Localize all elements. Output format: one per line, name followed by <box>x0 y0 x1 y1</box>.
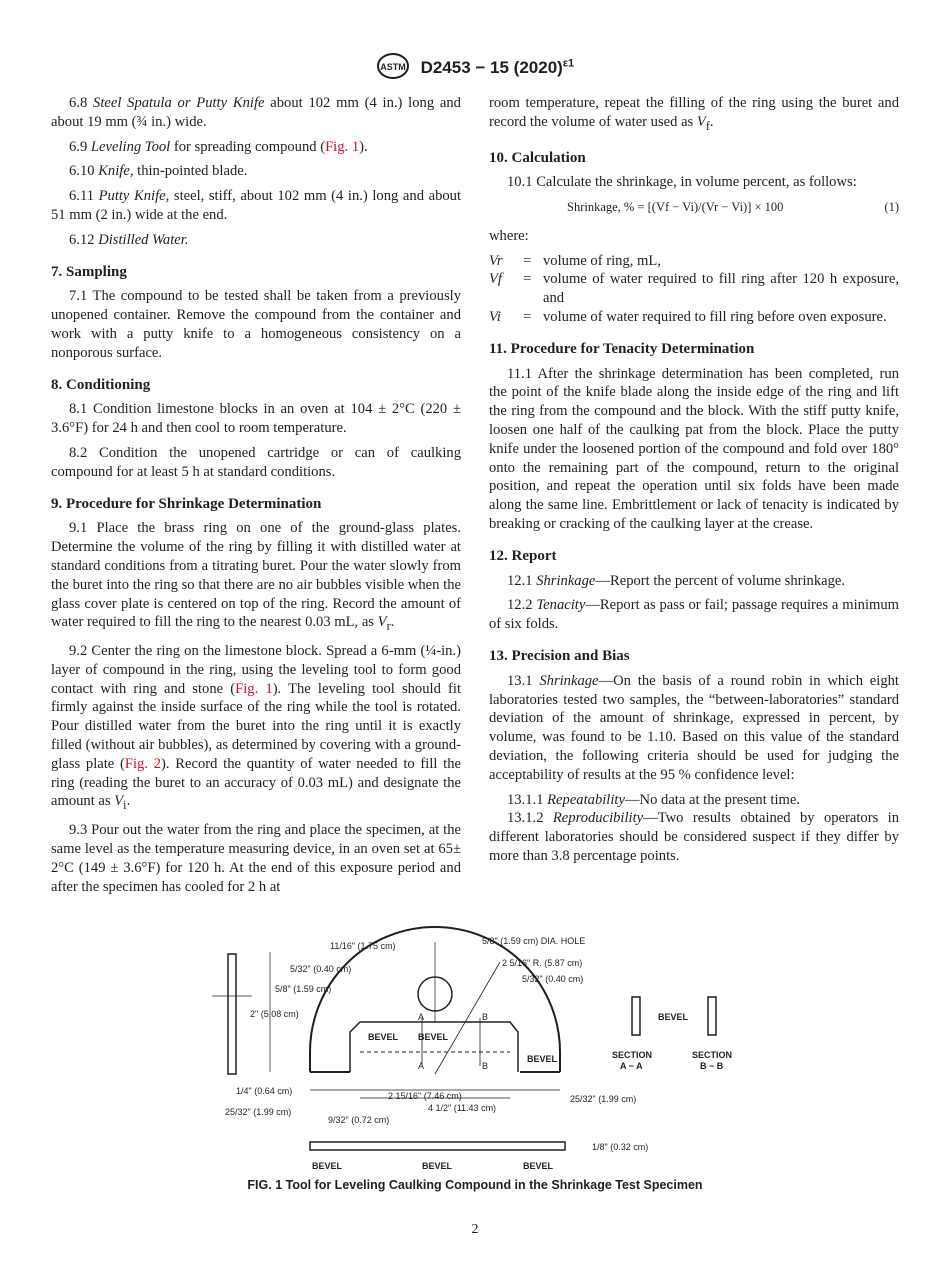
section-heading-8: 8. Conditioning <box>51 376 151 393</box>
bevel-label: BEVEL <box>422 1161 453 1171</box>
equation-text: Shrinkage, % = [(Vf − Vi)/(Vr − Vi)] × 100 <box>567 200 784 215</box>
para-6-9: 6.9 Leveling Tool for spreading compound (Fig. 1). <box>69 138 368 155</box>
section-heading-11: 11. Procedure for Tenacity Determination <box>489 340 755 357</box>
para-13-1-1: 13.1.1 Repeatability—No data at the present time. <box>507 791 801 808</box>
para-9-2: 9.2 Center the ring on the limestone block. Spread a 6-mm (¼-in.) layer of compound in the ring, using the leveling tool to form good contact with ring and stone (Fig. 1). The leveling tool should fit firmly against the inside surface of the ring while the tool is rotated. Pour distilled water from the buret into the ring until it is exactly filled (without air bubbles), as determined by covering with a ground-glass plate (Fig. 2). Record the quantity of water needed to fill the ring (reading the buret to an accuracy of 0.03 mL) and designate the amount as $V_i$. <box>51 643 462 813</box>
dim-label: 2" (5.08 cm) <box>250 1009 299 1019</box>
designation: D2453 − 15 (2020) <box>420 57 563 77</box>
dim-label: 11/16" (1.75 cm) <box>330 941 396 951</box>
section-marker: B <box>482 1012 489 1022</box>
para-13-1-2: 13.1.2 Reproducibility—Two results obtained by operators in different laboratories should be considered suspect if they differ by more than 3.8 percentage points. <box>489 810 899 864</box>
definition-row: Vi = volume of water required to fill ring before oven exposure. <box>489 309 887 326</box>
para-12-2: 12.2 Tenacity—Report as pass or fail; passage requires a minimum of six folds. <box>489 597 899 633</box>
para-13-1: 13.1 Shrinkage—On the basis of a round robin in which eight laboratories tested two samples, the “between-laboratories” standard deviation of the amount of shrinkage, expressed in percent, by volume, was found to be 1.10. Based on this value of the standard deviation, the following criteria should be used for judging the acceptability of results at the 95 % confidence level: <box>489 672 899 783</box>
definitions-list <box>489 252 899 327</box>
para-6-11: 6.11 Putty Knife, steel, stiff, about 102 mm (4 in.) long and about 51 mm (2 in.) wide at the end. <box>51 188 462 223</box>
left-column <box>51 94 461 902</box>
equation-number: (1) <box>884 200 899 215</box>
dim-label: 25/32" (1.99 cm) <box>225 1107 292 1117</box>
dim-label: 5/8" (1.59 cm) DIA. HOLE <box>482 936 586 946</box>
definition-row: Vf = volume of water required to fill ring after 120 h exposure, and <box>489 271 899 307</box>
dim-label: 1/4" (0.64 cm) <box>236 1086 293 1096</box>
para-9-3: 9.3 Pour out the water from the ring and place the specimen, at the same level as the temperature measuring device, in an oven set at 65± 2°C (149 ± 3.6°F) for 120 h. At the end of this exposure period and after the specimen has cooled for 2 h at <box>51 822 461 895</box>
para-12-1: 12.1 Shrinkage—Report the percent of volume shrinkage. <box>507 572 846 589</box>
bevel-label: BEVEL <box>312 1161 343 1171</box>
equation-1 <box>567 198 899 217</box>
definition-row: Vr = volume of ring, mL, <box>489 252 661 269</box>
where-label: where: <box>489 227 529 244</box>
bevel-label: BEVEL <box>418 1032 449 1042</box>
dim-label: 5/32" (0.40 cm) <box>522 974 584 984</box>
designation-superscript: ε1 <box>562 57 575 70</box>
para-10-1: 10.1 Calculate the shrinkage, in volume percent, as follows: <box>507 174 857 191</box>
section-heading-13: 13. Precision and Bias <box>489 648 630 665</box>
section-label: SECTION <box>612 1050 653 1060</box>
bevel-label: BEVEL <box>527 1054 558 1064</box>
bevel-label: BEVEL <box>368 1032 399 1042</box>
para-8-1: 8.1 Condition limestone blocks in an oven at 104 ± 2°C (220 ± 3.6°F) for 24 h and then cool to room temperature. <box>51 401 461 437</box>
bottom-view <box>310 1142 565 1150</box>
fig-1-link[interactable]: Fig. 1 <box>235 680 273 697</box>
page-header <box>0 52 950 85</box>
dim-label: 2 5/16" R. (5.87 cm) <box>502 958 583 968</box>
section-marker: A <box>418 1061 425 1071</box>
para-6-10: 6.10 Knife, thin-pointed blade. <box>69 163 248 180</box>
section-heading-7: 7. Sampling <box>51 263 127 280</box>
para-6-12: 6.12 Distilled Water. <box>69 231 189 248</box>
para-7-1: 7.1 The compound to be tested shall be taken from a previously unopened container. Remove the compound from the container and work with a putty knife to a homogeneous consistency on a nonporous surface. <box>51 288 461 361</box>
section-label: B − B <box>700 1061 724 1071</box>
para-9-1: 9.1 Place the brass ring on one of the ground-glass plates. Determine the volume of the ring by filling it with distilled water at standard conditions from a titrating buret. Pour the water slowly from the buret into the ring so that there are no air bubbles visible when the glass cover plate is centered on top of the ring. Record the amount of water required to fill the ring to the nearest 0.03 mL, as $V_r$. <box>51 520 461 634</box>
figure-caption: FIG. 1 Tool for Leveling Caulking Compound in the Shrinkage Test Specimen <box>247 1178 703 1192</box>
section-a-shape <box>632 997 640 1035</box>
section-label: SECTION <box>692 1050 733 1060</box>
section-label: A − A <box>620 1061 643 1071</box>
dim-label: 5/32" (0.40 cm) <box>290 964 352 974</box>
para-6-8: 6.8 Steel Spatula or Putty Knife about 102 mm (4 in.) long and about 19 mm (¾ in.) wide. <box>51 95 461 130</box>
dim-label: 9/32" (0.72 cm) <box>328 1115 390 1125</box>
para-8-2: 8.2 Condition the unopened cartridge or can of caulking compound for at least 5 h at standard conditions. <box>51 444 461 480</box>
para-9-3-continued: room temperature, repeat the filling of the ring using the buret and record the volume of water used as $V_f$. <box>489 95 899 133</box>
figure-1-drawing <box>200 922 760 1182</box>
section-heading-9: 9. Procedure for Shrinkage Determination <box>51 495 322 512</box>
para-11-1: 11.1 After the shrinkage determination has been completed, run the point of the knife blade along the inside edge of the ring and lift the ring from the compound and the block. With the stiff putty knife, loosen one half of the caulking pat from the block. Place the putty knife under the loosened portion of the compound and fold over 180° onto the remaining part of the compound, return to the original position, and repeat the operation until six folds have been made along the same line. Embrittlement or lack of tenacity is indicated by breaking or cracking of the caulking layer at the crease. <box>489 365 899 533</box>
fig-1-link[interactable]: Fig. 1 <box>325 138 360 155</box>
page-number: 2 <box>471 1222 479 1237</box>
section-marker: A <box>418 1012 425 1022</box>
dim-label: 2 15/16" (7.46 cm) <box>388 1091 462 1101</box>
section-heading-10: 10. Calculation <box>489 149 586 166</box>
dim-label: 1/8" (0.32 cm) <box>592 1142 649 1152</box>
svg-text:ASTM: ASTM <box>380 62 406 72</box>
right-column <box>489 94 899 872</box>
section-marker: B <box>482 1061 489 1071</box>
astm-logo-icon <box>376 52 410 85</box>
section-heading-12: 12. Report <box>489 547 557 564</box>
fig-2-link[interactable]: Fig. 2 <box>124 755 162 772</box>
dim-label: 25/32" (1.99 cm) <box>570 1094 637 1104</box>
side-view-strip <box>228 954 236 1074</box>
bevel-label: BEVEL <box>523 1161 554 1171</box>
section-b-shape <box>708 997 716 1035</box>
bevel-label: BEVEL <box>658 1012 689 1022</box>
dim-label: 5/8" (1.59 cm) <box>275 984 332 994</box>
dim-label: 4 1/2" (11.43 cm) <box>428 1103 497 1113</box>
